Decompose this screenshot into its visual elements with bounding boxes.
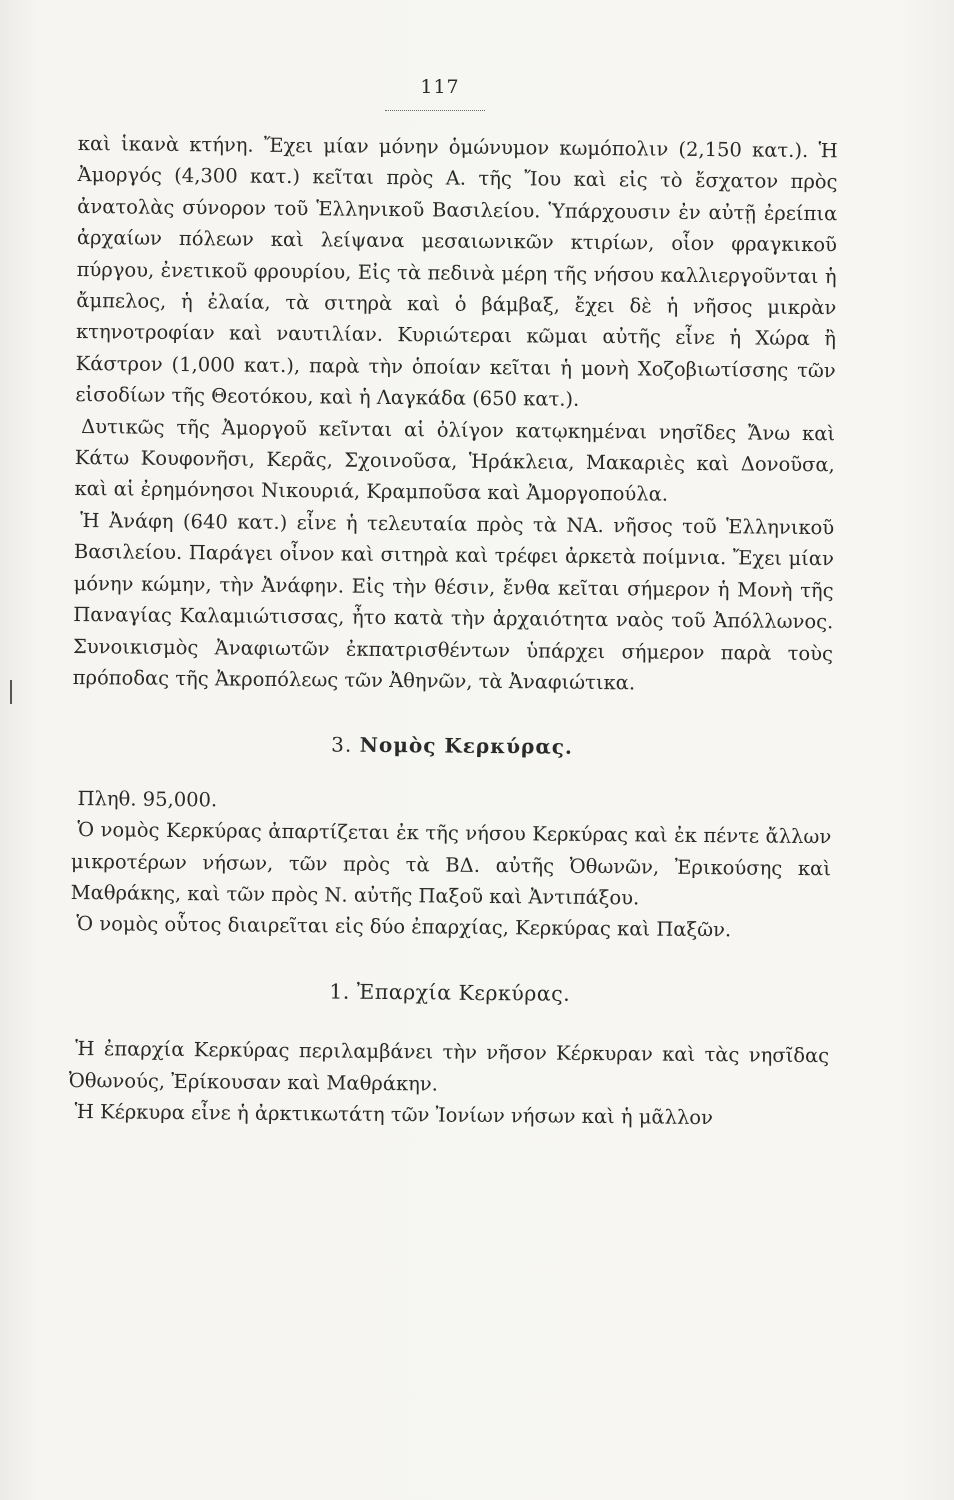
paragraph-nomos-composition: Ὁ νομὸς Κερκύρας ἀπαρτίζεται ἐκ τῆς νήσου Κερκύρας καὶ ἐκ πέντε ἄλλων μικροτέρων νήσων, τῶν πρὸς τὰ ΒΔ. αὐτῆς Ὀθωνῶν, Ἐρικούσης καὶ Μαθράκης, καὶ τῶν πρὸς Ν. αὐτῆς Παξοῦ καὶ Ἀντιπάξου. bbox=[70, 818, 832, 910]
section-number: 3. bbox=[331, 732, 353, 757]
paragraph-population: Πληθ. 95,000. bbox=[77, 786, 218, 812]
paragraph-anafi: Ἡ Ἀνάφη (640 κατ.) εἶνε ἡ τελευταία πρὸς τὰ ΝΑ. νῆσος τοῦ Ἑλληνικοῦ Βασιλείου. Παράγει οἶνον καὶ σιτηρὰ καὶ τρέφει ἀρκετὰ ποίμνια. Ἔχει μίαν μόνην κώμην, τὴν Ἀνάφην. Εἰς τὴν θέσιν, ἔνθα κεῖται σήμερον ἡ Μονὴ τῆς Παναγίας Καλαμιώτισσας, ἦτο κατὰ τὴν ἀρχαιότητα ναὸς τοῦ Ἀπόλλωνος. Συνοικισμὸς Ἀναφιωτῶν ἐκπατρισθέντων ὑπάρχει σήμερον παρὰ τοὺς πρόποδας τῆς Ἀκροπόλεως τῶν Ἀθηνῶν, τὰ Ἀναφιώτικα. bbox=[72, 508, 835, 695]
paragraph-kerkyra: Ἡ Κέρκυρα εἶνε ἡ ἀρκτικωτάτη τῶν Ἰονίων νήσων καὶ ἡ μᾶλλον bbox=[74, 1099, 714, 1130]
paragraph-islets: Δυτικῶς τῆς Ἀμοργοῦ κεῖνται αἱ ὀλίγον κατῳκημέναι νησῖδες Ἄνω καὶ Κάτω Κουφονῆσι, Κερᾶς, Σχοινοῦσα, Ἡράκλεια, Μακαριὲς καὶ Δονοῦσα, καὶ αἱ ἐρημόνησοι Νικουριά, Κραμποῦσα καὶ Ἀμοργοπούλα. bbox=[74, 414, 836, 507]
section-title: Νομὸς Κερκύρας. bbox=[359, 733, 574, 760]
subsection-heading-eparchia: 1. Ἐπαρχία Κερκύρας. bbox=[329, 979, 571, 1006]
margin-mark bbox=[10, 680, 12, 704]
paragraph-eparchia: Ἡ ἐπαρχία Κερκύρας περιλαμβάνει τὴν νῆσον Κέρκυραν καὶ τὰς νησῖδας Ὀθωνούς, Ἐρίκουσαν καὶ Μαθράκην. bbox=[68, 1037, 830, 1096]
paragraph-amorgos: καὶ ἱκανὰ κτήνη. Ἔχει μίαν μόνην ὁμώνυμον κωμόπολιν (2,150 κατ.). Ἡ Ἀμοργός (4,300 κατ.) κεῖται πρὸς Α. τῆς Ἴου καὶ εἰς τὸ ἔσχατον πρὸς ἀνατολὰς σύνορον τοῦ Ἑλληνικοῦ Βασιλείου. Ὑπάρχουσιν ἐν αὐτῇ ἐρείπια ἀρχαίων πόλεων καὶ λείψανα μεσαιωνικῶν κτιρίων, οἷον φραγκικοῦ πύργου, ἐνετικοῦ φρουρίου, Εἰς τὰ πεδινὰ μέρη τῆς νήσου καλλιεργοῦνται ἡ ἄμπελος, ἡ ἐλαία, τὰ σιτηρὰ καὶ ὁ βάμβαξ, ἔχει δὲ ἡ νῆσος μικρὰν κτηνοτροφίαν καὶ ναυτιλίαν. Κυριώτεραι κῶμαι αὐτῆς εἶνε ἡ Χώρα ἢ Κάστρον (1,000 κατ.), παρὰ τὴν ὁποίαν κεῖται ἡ μονὴ Χοζοβιωτίσσης τῶν εἰσοδίων τῆς Θεοτόκου, καὶ ἡ Λαγκάδα (650 κατ.). bbox=[75, 131, 838, 412]
body-text bbox=[68, 128, 838, 1135]
page-number-rule bbox=[385, 110, 485, 111]
page-number: 117 bbox=[420, 76, 460, 98]
section-heading-nomos bbox=[72, 727, 832, 766]
paragraph-nomos-division: Ὁ νομὸς οὗτος διαιρεῖται εἰς δύο ἐπαρχίας, Κερκύρας καὶ Παξῶν. bbox=[76, 912, 732, 942]
